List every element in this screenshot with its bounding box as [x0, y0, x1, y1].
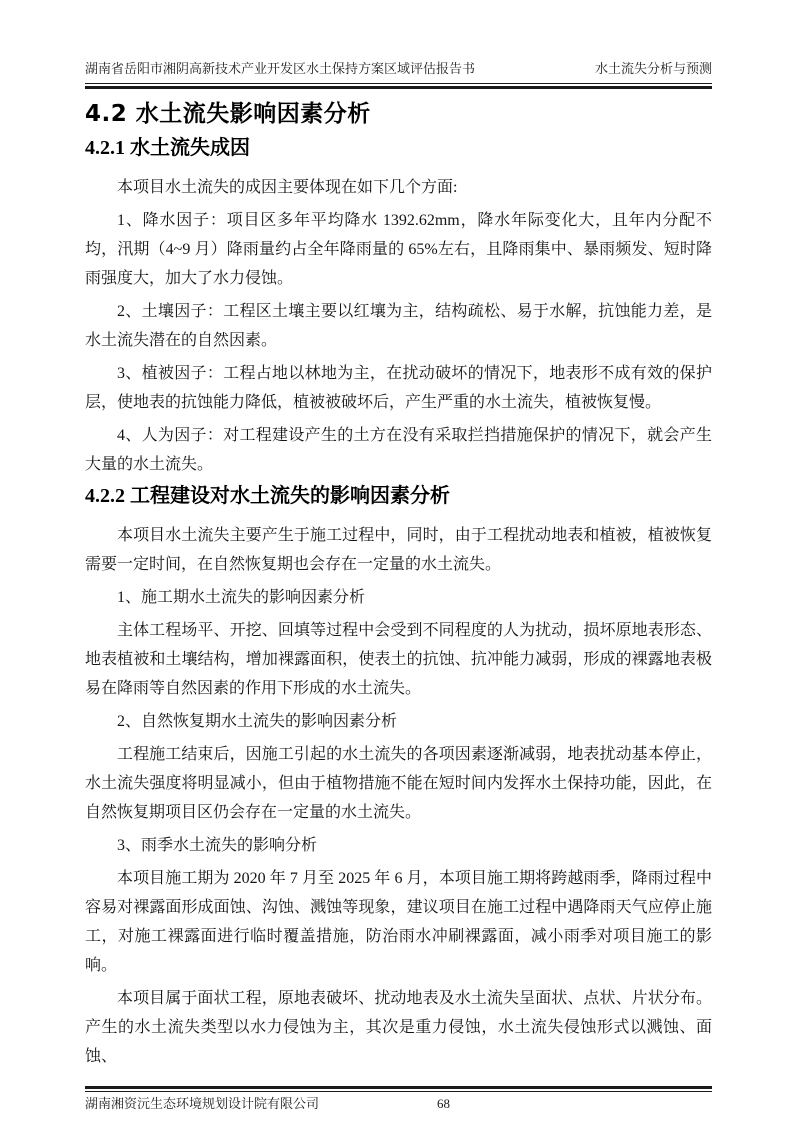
paragraph: 本项目水土流失的成因主要体现在如下几个方面:: [117, 179, 458, 196]
paragraph: 本项目施工期为 2020 年 7 月至 2025 年 6 月，本项目施工期将跨越雨季，降雨过程中容易对裸露面形成面蚀、沟蚀、溅蚀等现象，建议项目在施工过程中遇降雨天气应停止施工，对施工裸露面进行临时覆盖措施，防治雨水冲刷裸露面，减小雨季对项目施工的影响。: [85, 870, 712, 974]
footer-page-number: 68: [437, 1096, 450, 1111]
document-body: [85, 99, 712, 1071]
paragraph: 3、雨季水土流失的影响分析: [117, 837, 318, 854]
subsection-heading: 4.2.1 水土流失成因: [85, 137, 250, 159]
paragraph: 4、人为因子：对工程建设产生的土方在没有采取拦挡措施保护的情况下，就会产生大量的水土流失。: [85, 427, 712, 473]
paragraph: 工程施工结束后，因施工引起的水土流失的各项因素逐渐减弱，地表扰动基本停止，水土流失强度将明显减小，但由于植物措施不能在短时间内发挥水土保持功能，因此，在自然恢复期项目区仍会存在一定量的水土流失。: [85, 746, 712, 821]
page-footer: [85, 1095, 712, 1112]
page-header: [85, 60, 712, 77]
footer-rule: [85, 1086, 712, 1092]
paragraph: 本项目水土流失主要产生于施工过程中，同时，由于工程扰动地表和植被，植被恢复需要一定时间，在自然恢复期也会存在一定量的水土流失。: [85, 527, 712, 573]
paragraph: 2、土壤因子：工程区土壤主要以红壤为主，结构疏松、易于水解，抗蚀能力差，是水土流失潜在的自然因素。: [85, 303, 712, 349]
paragraph: 3、植被因子：工程占地以林地为主，在扰动破坏的情况下，地表形不成有效的保护层，使地表的抗蚀能力降低，植被被破坏后，产生严重的水土流失，植被恢复慢。: [85, 365, 712, 411]
paragraph: 1、降水因子：项目区多年平均降水 1392.62mm，降水年际变化大，且年内分配不均，汛期（4~9 月）降雨量约占全年降雨量的 65%左右，且降雨集中、暴雨频发、短时降雨强度大，加大了水力侵蚀。: [85, 212, 712, 287]
paragraph: 1、施工期水土流失的影响因素分析: [117, 589, 366, 606]
paragraph: 2、自然恢复期水土流失的影响因素分析: [117, 713, 398, 730]
header-report-title: 湖南省岳阳市湘阴高新技术产业开发区水土保持方案区域评估报告书: [85, 61, 476, 76]
header-chapter-title: 水土流失分析与预测: [594, 61, 712, 76]
paragraph: 本项目属于面状工程，原地表破坏、扰动地表及水土流失呈面状、点状、片状分布。产生的水土流失类型以水力侵蚀为主，其次是重力侵蚀，水土流失侵蚀形式以溅蚀、面蚀、: [85, 990, 712, 1065]
header-rule: [85, 83, 712, 89]
footer-company-name: 湖南湘资沅生态环境规划设计院有限公司: [85, 1096, 320, 1111]
subsection-heading: 4.2.2 工程建设对水土流失的影响因素分析: [85, 485, 450, 507]
section-heading: 4.2 水土流失影响因素分析: [85, 101, 371, 127]
paragraph: 主体工程场平、开挖、回填等过程中会受到不同程度的人为扰动，损坏原地表形态、地表植被和土壤结构，增加裸露面积，使表土的抗蚀、抗冲能力减弱，形成的裸露地表极易在降雨等自然因素的作用下形成的水土流失。: [85, 622, 712, 697]
